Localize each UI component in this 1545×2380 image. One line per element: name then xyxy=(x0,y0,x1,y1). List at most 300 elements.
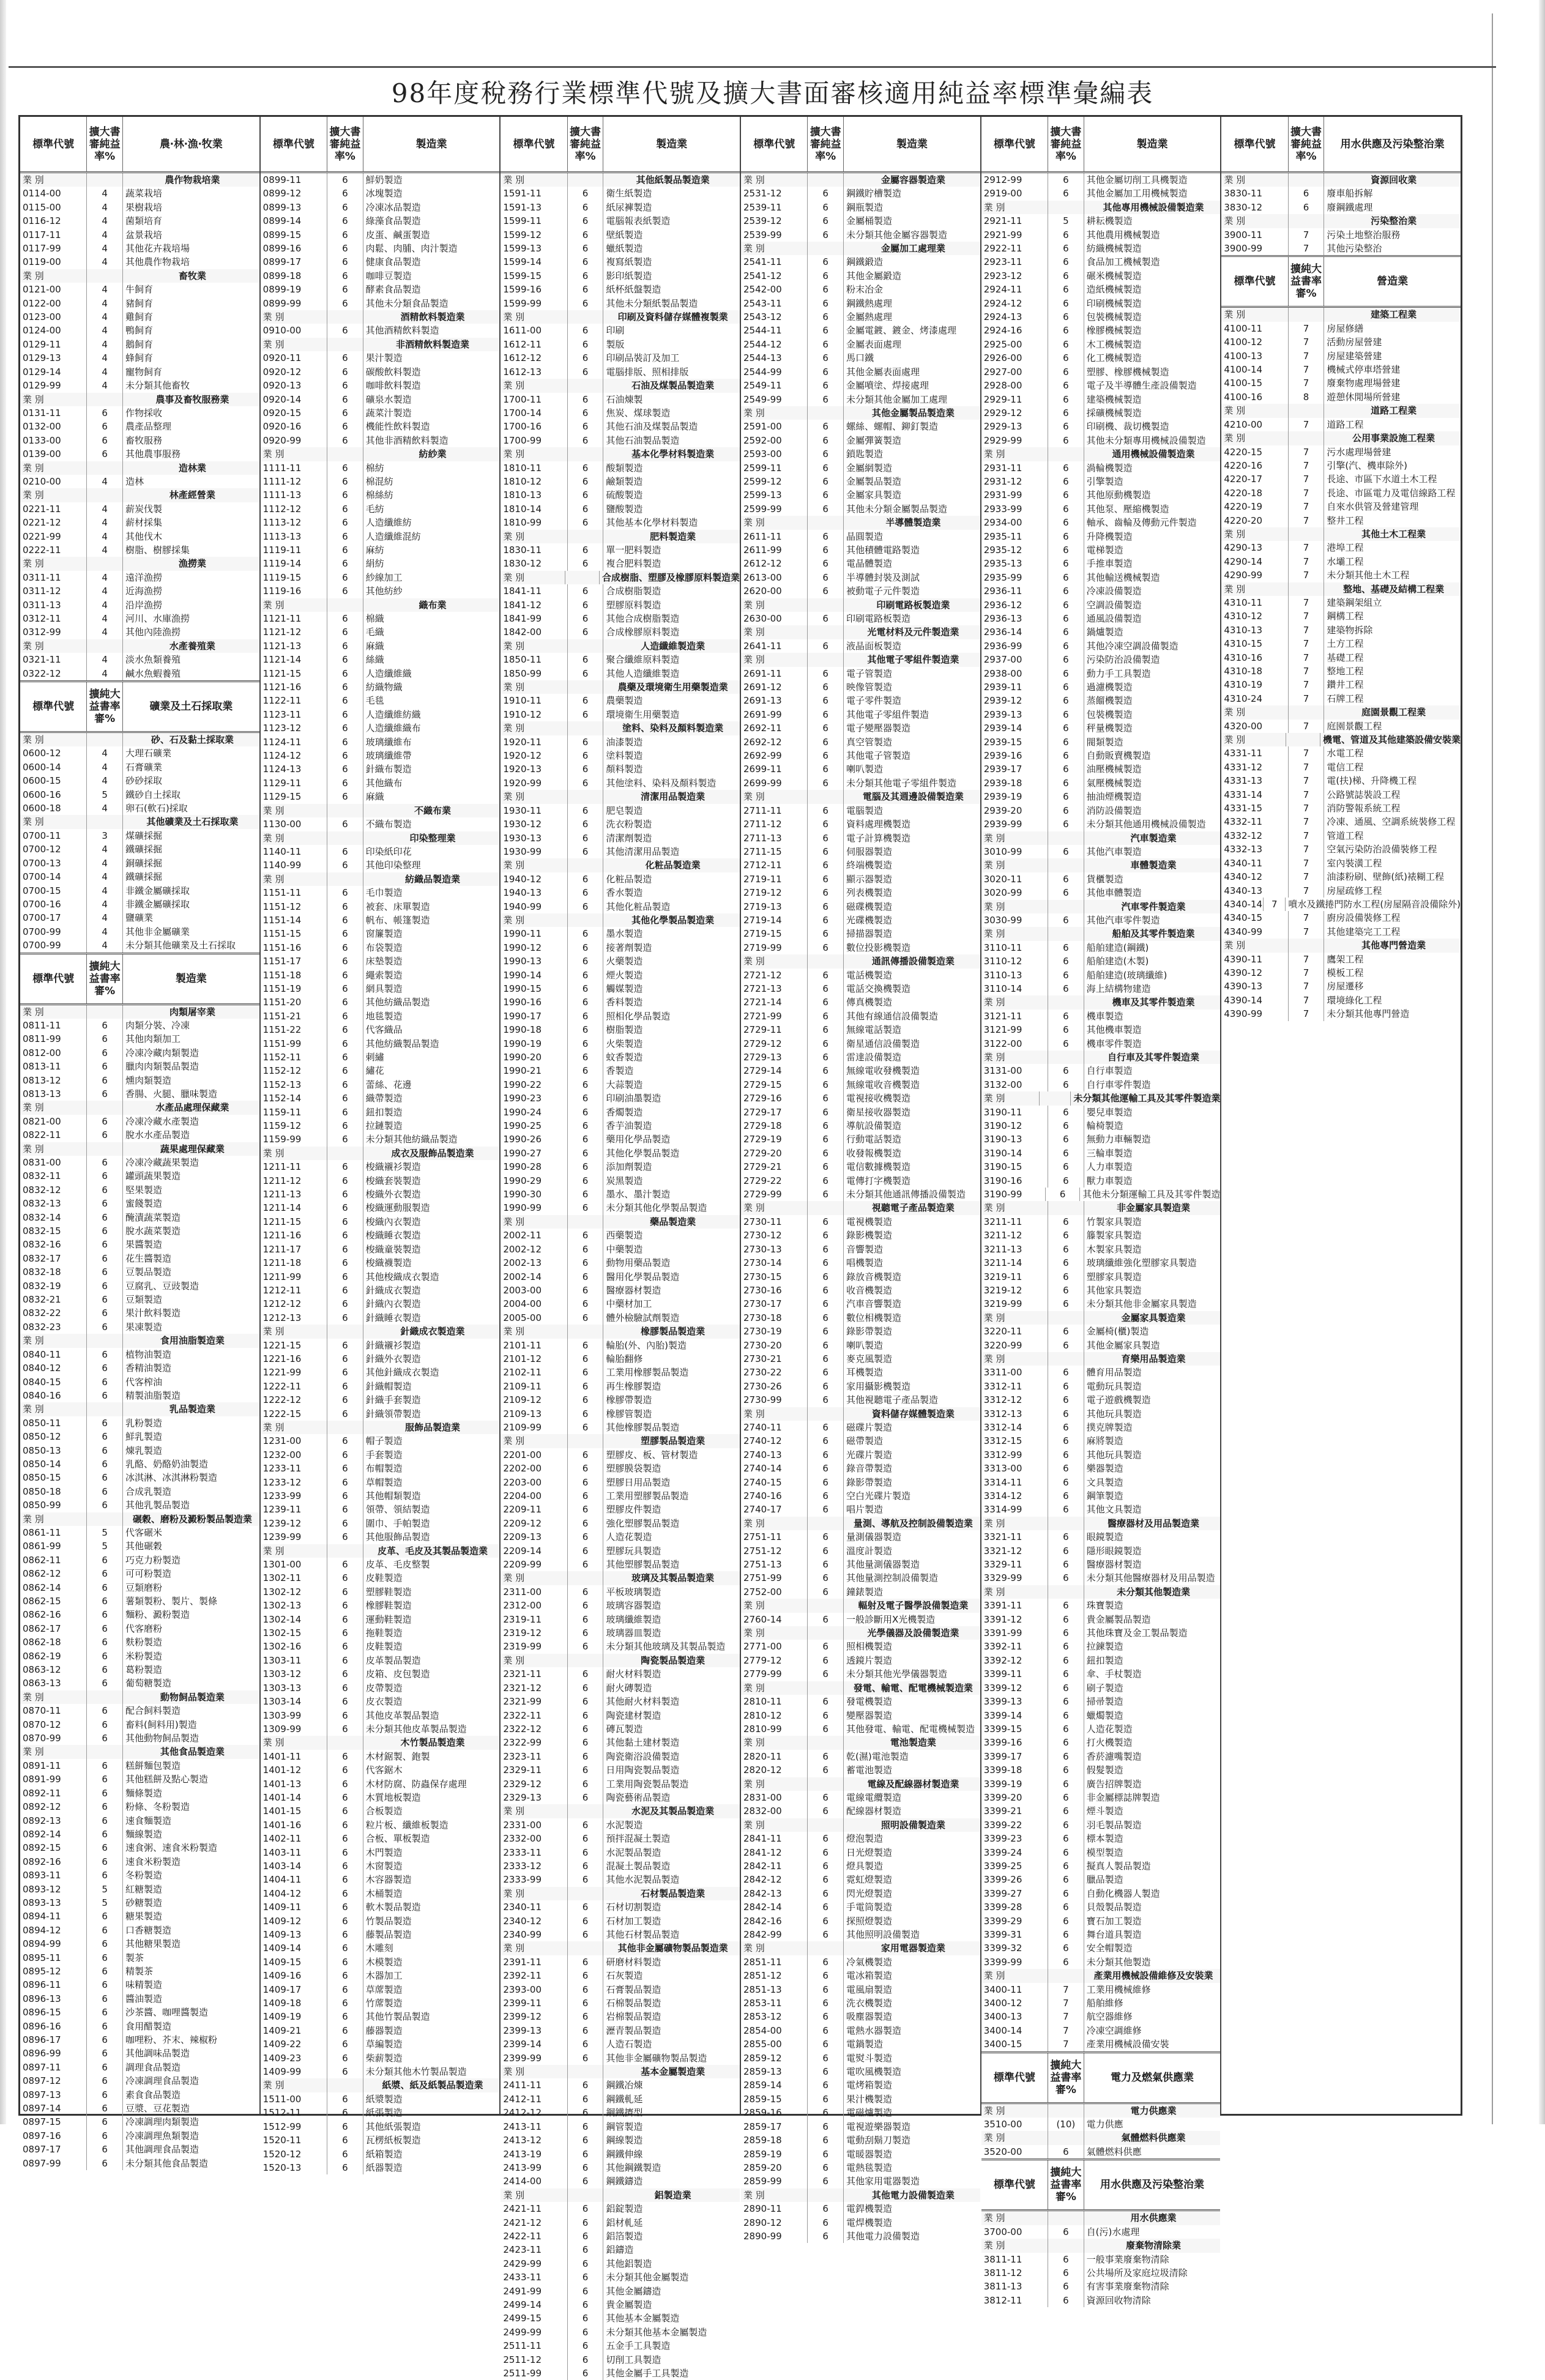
industry-name: 針織帽製造 xyxy=(365,1380,412,1392)
industry-code: 2613-00 xyxy=(741,571,808,584)
scan-edge-left xyxy=(0,0,6,2124)
table-row xyxy=(501,667,740,680)
profit-rate: 6 xyxy=(327,255,363,269)
profit-rate: 6 xyxy=(808,1558,844,1571)
profit-rate xyxy=(1048,2104,1084,2118)
table-row xyxy=(501,351,740,365)
industry-code: 4210-00 xyxy=(1221,418,1288,431)
industry-name: 木容器製造 xyxy=(365,1874,412,1886)
industry-code: 1612-11 xyxy=(501,338,567,351)
industry-name: 電視接收機製造 xyxy=(846,1093,910,1104)
table-row xyxy=(981,2145,1221,2159)
profit-rate xyxy=(1048,2131,1084,2144)
industry-name: 環境衛生用藥製造 xyxy=(606,708,680,720)
table-row xyxy=(981,1229,1221,1242)
table-row xyxy=(20,1855,259,1869)
industry-code: 2730-26 xyxy=(741,1380,808,1393)
industry-name: 通用機械設備製造業 xyxy=(1112,448,1195,460)
table-row xyxy=(501,1037,740,1051)
industry-code: 3391-99 xyxy=(981,1626,1048,1640)
profit-rate xyxy=(1048,995,1084,1009)
table-row xyxy=(741,1366,980,1379)
industry-name: 麻將製造 xyxy=(1086,1435,1123,1447)
industry-name: 油壓機械製造 xyxy=(1086,764,1142,775)
industry-name: 火柴製造 xyxy=(606,1038,643,1049)
profit-rate: 6 xyxy=(568,2161,604,2174)
table-row xyxy=(20,1567,259,1580)
industry-code: 2729-99 xyxy=(741,1188,808,1201)
industry-code: 2859-20 xyxy=(741,2161,808,2174)
table-row xyxy=(261,255,500,269)
table-row xyxy=(501,2367,740,2380)
industry-code: 業 別 xyxy=(1221,705,1288,719)
category-row xyxy=(741,1736,980,1749)
table-row xyxy=(981,2280,1221,2293)
profit-rate xyxy=(1048,447,1084,461)
table-row xyxy=(741,1750,980,1763)
industry-name: 通訊傳播設備製造業 xyxy=(871,956,955,967)
industry-name: 包裝機械製造 xyxy=(1086,311,1142,323)
table-row xyxy=(261,1846,500,1859)
profit-rate: 6 xyxy=(327,351,363,365)
industry-code: 業 別 xyxy=(981,201,1048,214)
profit-rate: 6 xyxy=(808,1325,844,1338)
industry-name: 電視機製造 xyxy=(846,1216,892,1227)
profit-rate: 6 xyxy=(327,1941,363,1955)
profit-rate: 6 xyxy=(568,1311,604,1325)
profit-rate xyxy=(87,461,123,475)
industry-name: 乾(濕)電池製造 xyxy=(846,1750,909,1762)
industry-code: 業 別 xyxy=(501,530,567,543)
industry-name: 香製造 xyxy=(606,1065,634,1077)
industry-code: 2699-99 xyxy=(741,776,808,790)
industry-name: 自來水供管及營建管理 xyxy=(1327,501,1419,513)
table-row xyxy=(261,1626,500,1640)
table-row xyxy=(981,543,1221,557)
profit-rate: 6 xyxy=(808,1174,844,1188)
table-row xyxy=(261,1284,500,1297)
row-group xyxy=(981,2104,1221,2159)
industry-name: 人造纖維混紡 xyxy=(365,530,421,542)
industry-name: 房屋疏修工程 xyxy=(1327,885,1382,896)
category-row xyxy=(981,1091,1221,1105)
industry-name: 文具製造 xyxy=(1086,1476,1123,1488)
profit-rate: 6 xyxy=(327,1215,363,1229)
profit-rate: 6 xyxy=(327,571,363,584)
industry-code: 業 別 xyxy=(20,557,87,570)
table-row xyxy=(261,749,500,762)
industry-name: 西藥製造 xyxy=(606,1230,643,1241)
table-row xyxy=(741,1106,980,1119)
table-row xyxy=(981,173,1221,187)
industry-name: 電力供應 xyxy=(1086,2119,1123,2130)
industry-code: 業 別 xyxy=(981,858,1048,872)
industry-name: 被套、床單製造 xyxy=(365,901,430,912)
industry-code: 2729-15 xyxy=(741,1078,808,1091)
table-row xyxy=(261,1571,500,1585)
table-row xyxy=(981,708,1221,721)
industry-name: 磚瓦製造 xyxy=(606,1723,643,1735)
industry-name: 未分類其他畜牧 xyxy=(125,380,190,392)
table-row xyxy=(1221,953,1461,966)
table-column-2 xyxy=(261,117,501,2173)
table-row xyxy=(501,2216,740,2229)
industry-code: 0861-99 xyxy=(20,1539,87,1553)
table-row xyxy=(261,1887,500,1900)
category-row xyxy=(501,913,740,927)
table-row xyxy=(741,530,980,543)
industry-name: 光碟機製造 xyxy=(846,914,892,926)
profit-rate: 7 xyxy=(1289,418,1325,431)
profit-rate: 6 xyxy=(327,1434,363,1448)
profit-rate: 6 xyxy=(808,1393,844,1407)
profit-rate: 6 xyxy=(568,2270,604,2284)
industry-name: 清潔劑製造 xyxy=(606,832,652,844)
industry-code: 1151-12 xyxy=(261,900,327,913)
industry-code: 2711-12 xyxy=(741,817,808,831)
profit-rate xyxy=(1040,1091,1071,1105)
table-row xyxy=(981,1339,1221,1352)
profit-rate: 6 xyxy=(1048,2294,1084,2307)
table-row xyxy=(1221,884,1461,898)
profit-rate: 6 xyxy=(1048,379,1084,392)
industry-name: 玻璃器皿製造 xyxy=(606,1627,661,1639)
table-row xyxy=(261,1503,500,1516)
industry-code: 1239-11 xyxy=(261,1503,327,1516)
industry-code: 0129-11 xyxy=(20,338,87,351)
industry-name: 帽子製造 xyxy=(365,1435,403,1447)
profit-rate: 6 xyxy=(568,1229,604,1242)
industry-name: 獸力車製造 xyxy=(1086,1175,1133,1186)
table-row xyxy=(981,1709,1221,1722)
industry-name: 皮蛋、鹹蛋製造 xyxy=(365,229,430,240)
profit-rate: 6 xyxy=(808,310,844,324)
industry-name: 鋼構工程 xyxy=(1327,611,1364,622)
table-row xyxy=(20,653,259,666)
profit-rate: 6 xyxy=(568,557,604,570)
header-industry: 礦業及土石採取業 xyxy=(149,701,233,713)
profit-rate: 6 xyxy=(327,2092,363,2106)
profit-rate: 6 xyxy=(568,941,604,954)
industry-code: 2542-00 xyxy=(741,283,808,296)
table-row xyxy=(20,242,259,255)
profit-rate: 6 xyxy=(808,1667,844,1681)
industry-name: 其他未分類紙製品製造 xyxy=(606,297,698,309)
table-row xyxy=(981,2010,1221,2023)
industry-code: 2730-12 xyxy=(741,1229,808,1242)
profit-rate: 6 xyxy=(808,680,844,694)
industry-code: 1990-22 xyxy=(501,1078,567,1091)
table-row xyxy=(501,1078,740,1091)
industry-name: 鋼鐵軋延 xyxy=(606,2093,643,2105)
profit-rate: 7 xyxy=(1048,1996,1084,2010)
profit-rate: 7 xyxy=(1289,746,1325,760)
industry-code: 2740-16 xyxy=(741,1489,808,1503)
industry-code: 2002-12 xyxy=(501,1243,567,1256)
industry-code: 2820-11 xyxy=(741,1750,808,1763)
industry-name: 油漆製造 xyxy=(606,736,643,748)
industry-name: 電銲機製造 xyxy=(846,2203,892,2215)
industry-code: 1212-11 xyxy=(261,1284,327,1297)
profit-rate: 6 xyxy=(1048,1256,1084,1270)
table-row xyxy=(1221,568,1461,582)
industry-name: 其他金屬表面處理 xyxy=(846,366,920,377)
industry-name: 真空管製造 xyxy=(846,736,892,748)
industry-code: 0221-99 xyxy=(20,530,87,543)
profit-rate: 6 xyxy=(327,1393,363,1407)
profit-rate: 6 xyxy=(568,2298,604,2311)
industry-code: 2209-99 xyxy=(501,1558,567,1571)
table-row xyxy=(741,1243,980,1256)
profit-rate: 4 xyxy=(87,297,123,310)
industry-name: 梭織套裝製造 xyxy=(365,1175,421,1186)
industry-code: 1221-15 xyxy=(261,1339,327,1352)
table-row xyxy=(741,941,980,954)
industry-name: 吸塵器製造 xyxy=(846,2011,892,2023)
industry-code: 業 別 xyxy=(20,488,87,502)
profit-rate xyxy=(1048,1051,1084,1064)
profit-rate: 6 xyxy=(327,201,363,214)
profit-rate: 4 xyxy=(87,653,123,666)
table-row xyxy=(1221,925,1461,939)
industry-code: 2002-14 xyxy=(501,1270,567,1284)
industry-name: 陶瓷藝術品製造 xyxy=(606,1791,671,1803)
profit-rate: 7 xyxy=(1289,500,1325,513)
table-row xyxy=(741,324,980,337)
industry-name: 金屬熱處理 xyxy=(846,311,892,323)
profit-rate: 6 xyxy=(808,255,844,269)
industry-code: 1990-27 xyxy=(501,1147,567,1160)
profit-rate: 6 xyxy=(568,612,604,625)
profit-rate: 4 xyxy=(87,214,123,228)
profit-rate: 6 xyxy=(808,886,844,899)
industry-name: 一般事業廢棄物清除 xyxy=(1086,2253,1169,2265)
table-row xyxy=(981,1476,1221,1489)
industry-code: 1990-25 xyxy=(501,1119,567,1132)
table-row xyxy=(261,776,500,790)
profit-rate: 6 xyxy=(1048,1421,1084,1434)
profit-rate: 7 xyxy=(1289,555,1325,568)
industry-name: 瓦楞紙板製造 xyxy=(365,2135,421,2146)
industry-code: 1129-11 xyxy=(261,776,327,790)
profit-rate: 4 xyxy=(87,612,123,625)
industry-name: 塑膠製品製造業 xyxy=(641,1435,705,1447)
profit-rate: 6 xyxy=(808,530,844,543)
profit-rate: 7 xyxy=(1289,651,1325,664)
table-row xyxy=(981,1160,1221,1173)
table-row xyxy=(1221,760,1461,774)
profit-rate: 6 xyxy=(327,1256,363,1270)
table-row xyxy=(741,1297,980,1311)
industry-code: 3399-31 xyxy=(981,1928,1048,1941)
table-row xyxy=(501,2161,740,2174)
industry-code: 1920-12 xyxy=(501,749,567,762)
profit-rate: 6 xyxy=(568,283,604,296)
profit-rate: 6 xyxy=(327,653,363,666)
industry-name: 氣體燃料供應業 xyxy=(1121,2132,1186,2144)
profit-rate: 6 xyxy=(808,872,844,886)
industry-name: 網具製造 xyxy=(365,983,403,994)
profit-rate: 6 xyxy=(568,1023,604,1036)
industry-code: 2740-12 xyxy=(741,1434,808,1448)
profit-rate: 6 xyxy=(327,1160,363,1173)
category-row xyxy=(261,1736,500,1749)
table-row xyxy=(261,1654,500,1667)
industry-name: 未分類其他專門營造 xyxy=(1327,1008,1410,1020)
profit-rate: 6 xyxy=(1048,721,1084,735)
industry-code: 0832-23 xyxy=(20,1320,87,1334)
industry-name: 船舶建造(木製) xyxy=(1086,956,1149,967)
profit-rate: 6 xyxy=(568,2037,604,2051)
industry-code: 1520-13 xyxy=(261,2161,327,2174)
profit-rate: 6 xyxy=(1048,2253,1084,2266)
profit-rate: 6 xyxy=(327,434,363,447)
table-row xyxy=(501,1421,740,1434)
industry-name: 油漆粉刷、壁飾(紙)裱糊工程 xyxy=(1327,871,1445,883)
industry-code: 0895-12 xyxy=(20,1965,87,1978)
profit-rate: 6 xyxy=(808,612,844,625)
profit-rate: 6 xyxy=(808,1023,844,1036)
industry-name: 人力車製造 xyxy=(1086,1161,1133,1173)
industry-name: 廣告招牌製造 xyxy=(1086,1778,1142,1790)
table-row xyxy=(501,516,740,529)
industry-name: 針織睡衣製造 xyxy=(365,1312,421,1323)
industry-name: 電線及配線器材製造業 xyxy=(867,1778,959,1790)
header-code: 標準代號 xyxy=(1221,117,1288,171)
industry-code: 2423-11 xyxy=(501,2243,567,2256)
table-row xyxy=(741,2161,980,2174)
industry-code: 業 別 xyxy=(1221,431,1288,445)
profit-rate: 7 xyxy=(1289,514,1325,527)
table-row xyxy=(261,475,500,488)
table-row xyxy=(261,639,500,653)
profit-rate: 6 xyxy=(327,776,363,790)
header-industry: 農‧林‧漁‧牧業 xyxy=(159,138,223,151)
profit-rate: 6 xyxy=(327,1626,363,1640)
profit-rate: 6 xyxy=(87,1320,123,1334)
profit-rate: 6 xyxy=(87,1731,123,1745)
industry-name: 非金屬標誌牌製造 xyxy=(1086,1791,1160,1803)
profit-rate: 6 xyxy=(568,653,604,666)
profit-rate: 6 xyxy=(1048,255,1084,269)
table-row xyxy=(741,2148,980,2161)
industry-name: 木工機械製造 xyxy=(1086,338,1142,350)
industry-code: 2421-11 xyxy=(501,2202,567,2215)
profit-rate: 6 xyxy=(808,1640,844,1653)
industry-name: 木雕刻 xyxy=(365,1943,393,1954)
industry-name: 絹紡 xyxy=(365,558,384,570)
profit-rate: 6 xyxy=(1048,694,1084,707)
table-row xyxy=(1221,746,1461,760)
industry-name: 石灰製造 xyxy=(606,1970,643,1982)
industry-code: 1401-13 xyxy=(261,1777,327,1791)
profit-rate: 6 xyxy=(568,420,604,433)
table-row xyxy=(741,1325,980,1338)
industry-code: 1409-12 xyxy=(261,1914,327,1928)
profit-rate: 6 xyxy=(568,995,604,1009)
table-row xyxy=(981,516,1221,529)
profit-rate: 6 xyxy=(87,1622,123,1635)
industry-code: 1599-99 xyxy=(501,297,567,310)
category-row xyxy=(741,653,980,666)
industry-code: 0700-14 xyxy=(20,870,87,883)
profit-rate xyxy=(327,831,363,845)
industry-name: 其他玩具製造 xyxy=(1086,1408,1142,1419)
profit-rate: 6 xyxy=(87,1128,123,1142)
industry-code: 業 別 xyxy=(741,2188,808,2202)
industry-name: 電動刮鬍刀製造 xyxy=(846,2135,910,2146)
profit-rate: 6 xyxy=(1048,1366,1084,1379)
industry-name: 資料處理機製造 xyxy=(846,819,910,830)
industry-code: 2201-00 xyxy=(501,1448,567,1462)
profit-rate: 6 xyxy=(327,969,363,982)
profit-rate: 6 xyxy=(808,1928,844,1941)
industry-code: 1211-15 xyxy=(261,1215,327,1229)
industry-name: 農作物栽培業 xyxy=(165,174,220,185)
industry-name: 墨水、墨汁製造 xyxy=(606,1189,671,1200)
table-row xyxy=(501,2311,740,2325)
profit-rate: 4 xyxy=(87,365,123,379)
profit-rate xyxy=(1289,214,1325,228)
table-row xyxy=(261,2148,500,2161)
profit-rate: 6 xyxy=(808,2106,844,2119)
industry-name: 寵物飼育 xyxy=(125,366,162,377)
industry-name: 人造石製造 xyxy=(606,2039,652,2050)
profit-rate: 6 xyxy=(568,1983,604,1996)
profit-rate: 6 xyxy=(327,1010,363,1023)
category-row xyxy=(981,1585,1221,1599)
category-row xyxy=(741,1626,980,1640)
table-row xyxy=(501,1873,740,1886)
profit-rate: 6 xyxy=(1048,625,1084,639)
profit-rate: 6 xyxy=(568,1996,604,2010)
table-row xyxy=(1221,472,1461,486)
industry-code: 2939-13 xyxy=(981,708,1048,721)
profit-rate: 6 xyxy=(1048,845,1084,858)
industry-name: 冷凍調理肉類製造 xyxy=(125,2116,199,2128)
industry-code: 2319-12 xyxy=(501,1626,567,1640)
table-row xyxy=(261,790,500,803)
profit-rate: 6 xyxy=(808,1585,844,1599)
industry-code: 2921-11 xyxy=(981,214,1048,228)
profit-rate: 6 xyxy=(327,2133,363,2147)
industry-code: 0117-99 xyxy=(20,242,87,255)
profit-rate: 6 xyxy=(87,1978,123,1991)
industry-name: 自(污)水處理 xyxy=(1086,2226,1140,2237)
industry-code: 1233-12 xyxy=(261,1476,327,1489)
profit-rate: 6 xyxy=(1289,187,1325,200)
table-row xyxy=(20,1965,259,1978)
industry-name: 資源回收業 xyxy=(1371,174,1417,185)
industry-name: 農事及畜牧服務業 xyxy=(155,393,229,405)
profit-rate: 6 xyxy=(1048,1503,1084,1516)
table-row xyxy=(261,1832,500,1845)
profit-rate: 6 xyxy=(327,1873,363,1886)
table-row xyxy=(1221,322,1461,335)
table-row xyxy=(1221,651,1461,664)
table-row xyxy=(741,1804,980,1818)
industry-code: 2939-14 xyxy=(981,721,1048,735)
industry-name: 遠洋漁撈 xyxy=(125,571,162,583)
industry-name: 其他橡膠製品製造 xyxy=(606,1421,680,1433)
industry-code: 3321-11 xyxy=(981,1530,1048,1544)
profit-rate: 6 xyxy=(568,694,604,707)
category-row xyxy=(741,1407,980,1421)
profit-rate: 6 xyxy=(87,1265,123,1279)
industry-name: 其他皮革製品製造 xyxy=(365,1709,439,1721)
industry-name: 接著劑製造 xyxy=(606,942,652,953)
category-row xyxy=(20,1512,259,1526)
